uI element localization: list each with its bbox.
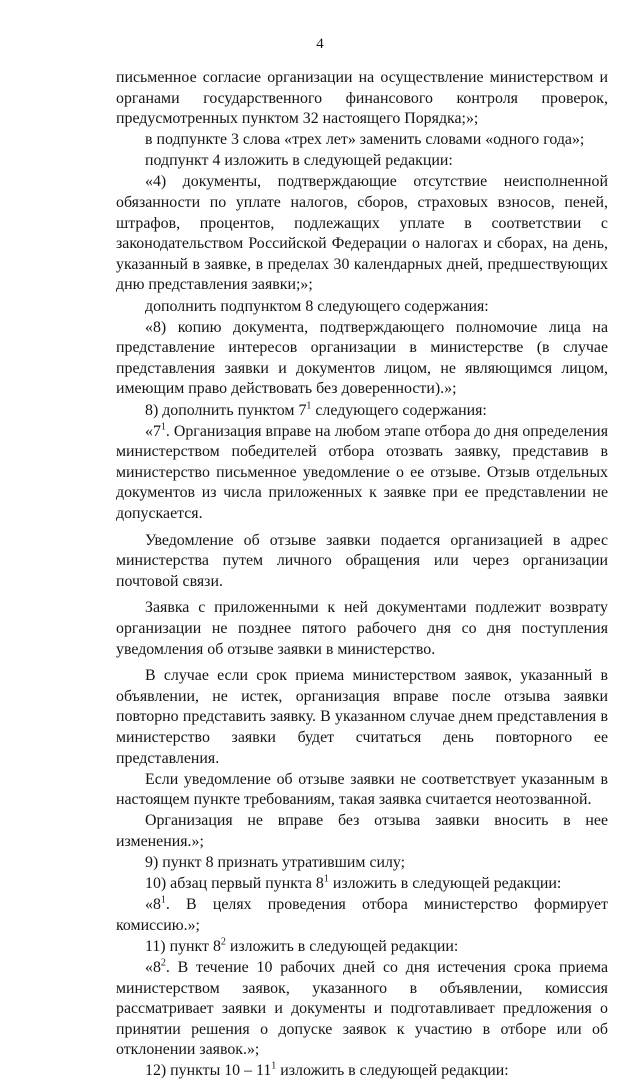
paragraph-text-rest: изложить в следующей редакции: — [328, 875, 562, 893]
paragraph-text: Если уведомление об отзыве заявки не соответствует указанным в настоящем пункте требованиям, такая заявка считается неотозванной. — [116, 770, 608, 809]
paragraph-text: Организация не вправе без отзыва заявки вносить в нее изменения.»; — [116, 812, 608, 850]
paragraph-text: «8 — [145, 896, 161, 914]
superscript: 2 — [220, 936, 226, 948]
paragraph-text: 8) дополнить пунктом 7 — [145, 401, 307, 419]
paragraph-text: письменное согласие организации на осуществление министерством и органами государственного финансового контроля проверок, предусмотренных пунктом 32 настоящего Порядка;»; — [116, 69, 608, 128]
paragraph-text: 9) пункт 8 признать утратившим силу; — [145, 853, 406, 871]
superscript: 1 — [323, 873, 329, 885]
paragraph — [116, 770, 608, 811]
paragraph-text: В случае если срок приема министерством заявок, указанный в объявлении, не истек, организация вправе после отзыва заявки повторно представить заявку. В указанном случае днем представления в министерство заявки будет считаться день повторного ее представления. — [116, 667, 608, 767]
paragraph — [116, 68, 608, 130]
paragraph-text: «8) копию документа, подтверждающего полномочие лица на представление интересов организации в министерстве (в случае представления заявки и документов лицом, не являющимся лицом, имеющим право действовать без доверенности).»; — [116, 318, 608, 398]
paragraph — [116, 1061, 608, 1082]
paragraph — [116, 422, 608, 525]
paragraph — [116, 958, 608, 1061]
paragraph-text: 11) пункт 8 — [145, 937, 221, 955]
paragraph-text-rest: . В течение 10 рабочих дней со дня истечения срока приема министерством заявок, указанного в объявлении, комиссия рассматривает заявки и документы и подготавливает предложения о принятии решения о допуске заявок к участию в отборе или об отклонении заявок.»; — [116, 958, 608, 1059]
paragraph-text: дополнить подпунктом 8 следующего содержания: — [145, 297, 489, 315]
paragraph-text-rest: . Организация вправе на любом этапе отбора до дня определения министерством победителей отбора отозвать заявку, представив в министерство письменное уведомление о ее отзыве. Отзыв отдельных документов из числа приложенных к заявке при ее представлении не допускается. — [116, 422, 608, 522]
paragraph — [116, 598, 608, 660]
paragraph-text-rest: следующего содержания: — [311, 401, 487, 419]
superscript: 1 — [271, 1061, 277, 1073]
paragraph-text: 12) пункты 10 – 11 — [145, 1062, 272, 1080]
paragraph-text: в подпункте 3 слова «трех лет» заменить словами «одного года»; — [145, 131, 585, 149]
paragraph — [116, 853, 608, 874]
superscript: 1 — [160, 894, 166, 906]
paragraph — [116, 130, 608, 151]
paragraph — [116, 172, 608, 296]
paragraph — [116, 531, 608, 593]
paragraph-text: Заявка с приложенными к ней документами подлежит возврату организации не позднее пятого рабочего дня со дня поступления уведомления об отзыве заявки в министерство. — [116, 599, 608, 658]
paragraph — [116, 811, 608, 852]
page-number: 4 — [316, 36, 324, 52]
paragraph — [116, 318, 608, 400]
superscript: 2 — [160, 957, 166, 969]
paragraph-text: подпункт 4 изложить в следующей редакции: — [145, 152, 453, 170]
paragraph-text-rest: изложить в следующей редакции: — [276, 1062, 509, 1080]
paragraph-text: Уведомление об отзыве заявки подается организацией в адрес министерства путем личного обращения или через организации почтовой связи. — [116, 531, 608, 590]
paragraph — [116, 401, 608, 422]
paragraph — [116, 937, 608, 958]
superscript: 1 — [306, 400, 312, 412]
paragraph-text: «7 — [145, 422, 161, 440]
paragraph-text-rest: изложить в следующей редакции: — [225, 937, 459, 955]
paragraph — [116, 874, 608, 895]
paragraph-text: «4) документы, подтверждающие отсутствие неисполненной обязанности по уплате налогов, сборов, страховых взносов, пеней, штрафов, процентов, подлежащих уплате в соответствии с законодательством Российской Федерации о налогах и сборах, на день, указанный в заявке, в пределах 30 календарных дней, предшествующих дню представления заявки;»; — [116, 173, 608, 294]
superscript: 1 — [160, 421, 166, 433]
document-body — [116, 68, 608, 1083]
paragraph-text: «8 — [145, 958, 161, 976]
paragraph — [116, 895, 608, 936]
paragraph — [116, 297, 608, 318]
paragraph — [116, 666, 608, 769]
paragraph-text-rest: . В целях проведения отбора министерство формирует комиссию.»; — [116, 896, 608, 934]
paragraph — [116, 151, 608, 172]
paragraph-text: 10) абзац первый пункта 8 — [145, 875, 324, 893]
